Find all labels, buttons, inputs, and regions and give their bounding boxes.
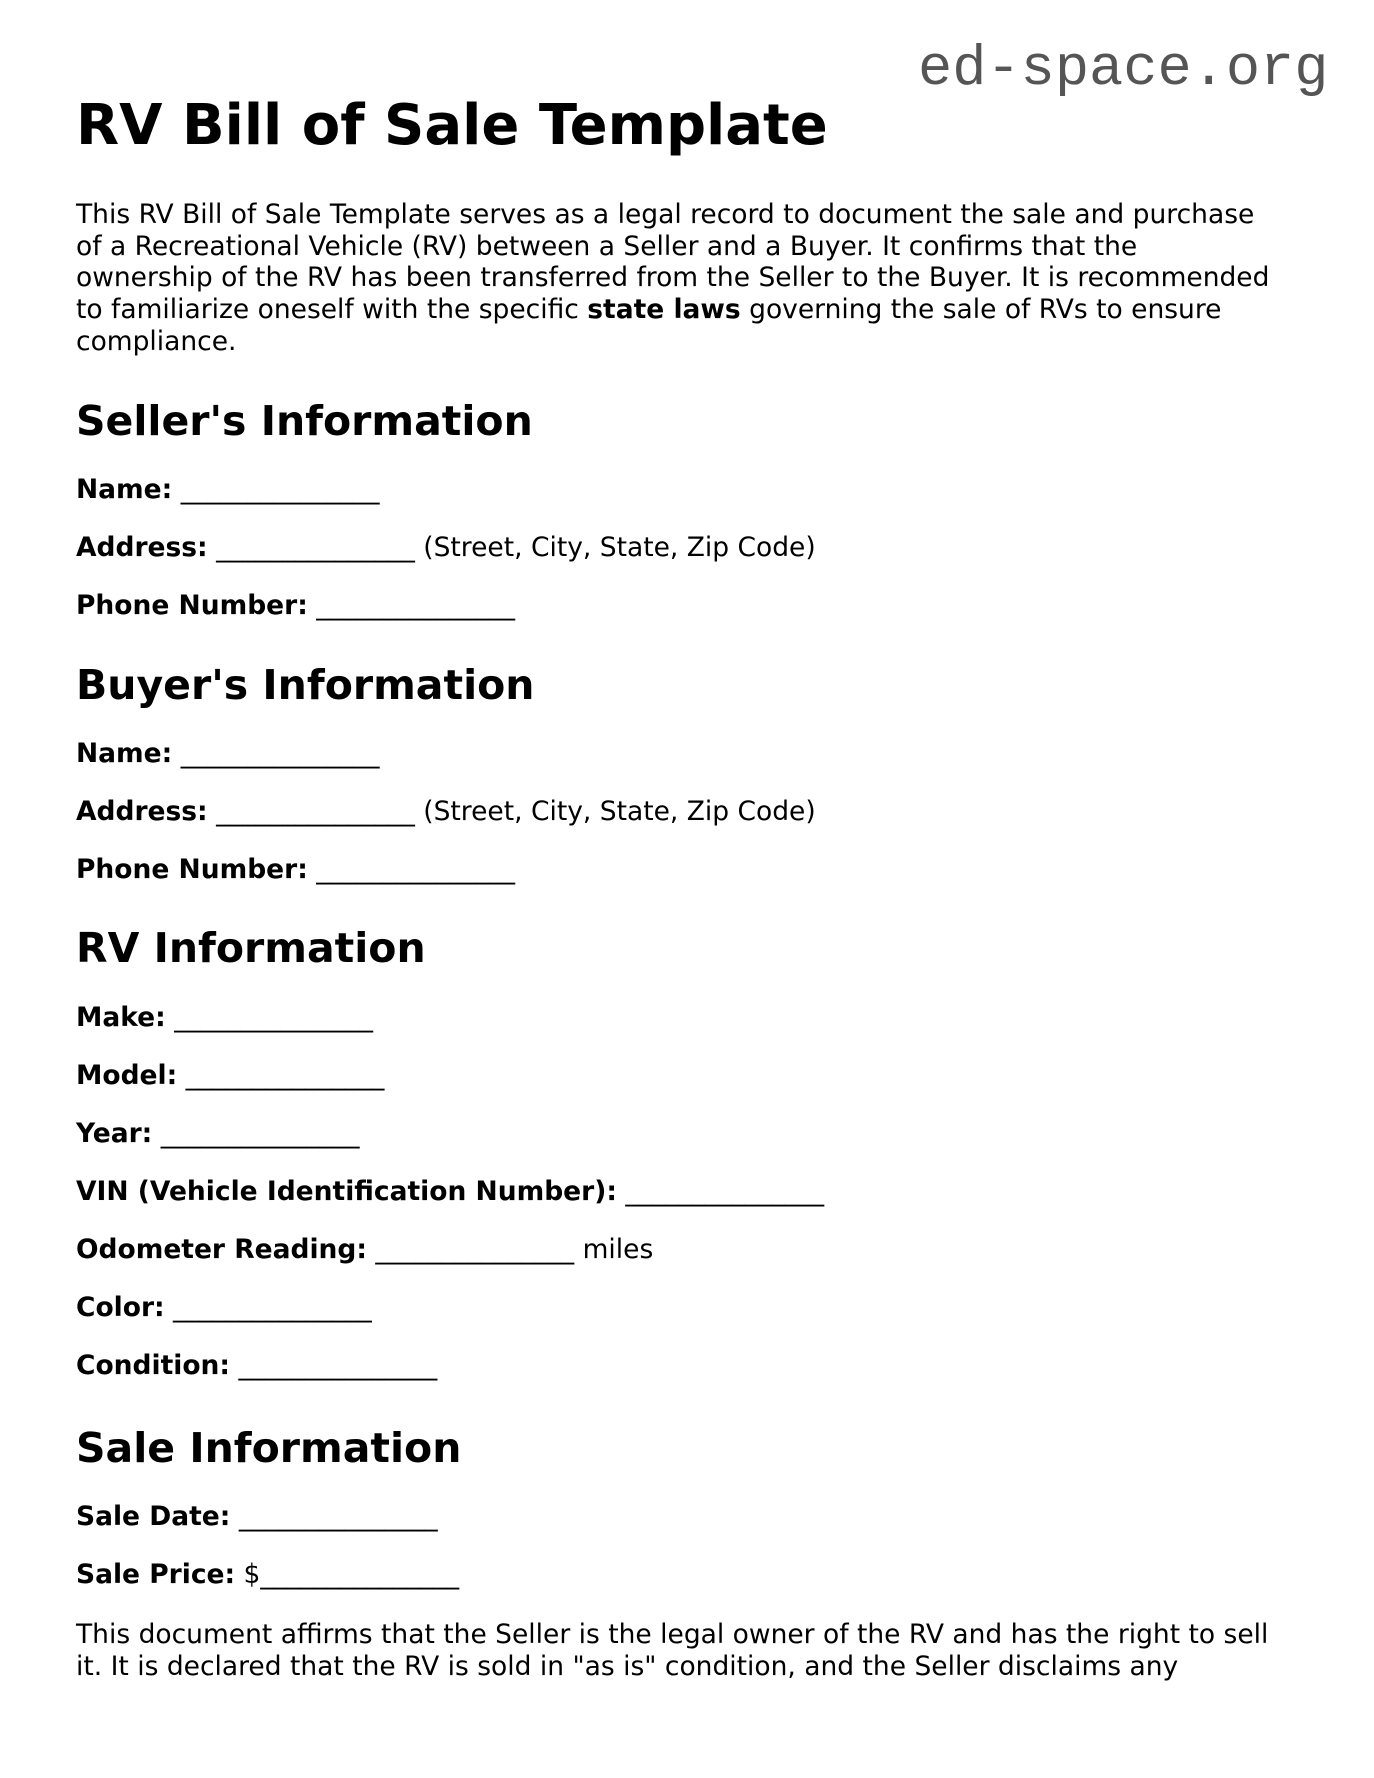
sale-price-label: Sale Price: <box>76 1559 236 1590</box>
buyer-address-blank[interactable]: _______________ <box>216 796 415 827</box>
rv-condition-blank[interactable]: _______________ <box>238 1350 438 1381</box>
seller-address-hint: (Street, City, State, Zip Code) <box>414 532 816 563</box>
closing-line: it. It is declared that the RV is sold in "as is" condition, and the Seller disclaims any <box>76 1650 1179 1682</box>
sale-date-blank[interactable]: _______________ <box>238 1501 438 1532</box>
buyer-name-field[interactable] <box>76 738 379 770</box>
sale-heading: Sale Information <box>76 1424 462 1472</box>
rv-color-blank[interactable]: _______________ <box>173 1292 372 1323</box>
rv-model-field[interactable] <box>76 1060 384 1092</box>
intro-line: compliance. <box>76 325 237 357</box>
rv-condition-label: Condition: <box>76 1350 230 1381</box>
seller-heading: Seller's Information <box>76 397 533 445</box>
sale-price-currency: $ <box>235 1559 261 1590</box>
seller-phone-blank[interactable]: _______________ <box>316 590 516 621</box>
buyer-phone-blank[interactable]: _______________ <box>316 854 516 885</box>
rv-vin-blank[interactable]: _______________ <box>625 1176 825 1207</box>
intro-line: ownership of the RV has been transferred from the Seller to the Buyer. It is recommended <box>76 262 1270 294</box>
rv-year-label: Year: <box>76 1118 153 1149</box>
rv-year-field[interactable] <box>76 1118 359 1150</box>
sale-date-field[interactable] <box>76 1501 438 1533</box>
rv-odometer-field[interactable] <box>76 1234 653 1266</box>
buyer-address-field[interactable] <box>76 796 816 828</box>
intro-line: of a Recreational Vehicle (RV) between a Seller and a Buyer. It confirms that the <box>76 230 1138 262</box>
rv-make-label: Make: <box>76 1002 166 1033</box>
rv-make-blank[interactable]: _______________ <box>174 1002 373 1033</box>
buyer-phone-label: Phone Number: <box>76 854 308 885</box>
rv-odometer-blank[interactable]: _______________ <box>375 1234 575 1265</box>
page-title: RV Bill of Sale Template <box>76 93 828 158</box>
seller-phone-label: Phone Number: <box>76 590 308 621</box>
rv-make-field[interactable] <box>76 1002 373 1034</box>
rv-vin-field[interactable] <box>76 1176 824 1208</box>
seller-phone-field[interactable] <box>76 590 515 622</box>
buyer-address-label: Address: <box>76 796 208 827</box>
sale-price-blank[interactable]: _______________ <box>260 1559 460 1590</box>
intro-line <box>76 294 1316 326</box>
seller-name-label: Name: <box>76 474 173 505</box>
buyer-phone-field[interactable] <box>76 854 515 886</box>
intro-line: This RV Bill of Sale Template serves as a legal record to document the sale and purchase <box>76 199 1255 230</box>
intro-paragraph <box>76 199 1316 358</box>
rv-condition-field[interactable] <box>76 1350 437 1382</box>
rv-heading: RV Information <box>76 924 426 972</box>
rv-year-blank[interactable]: _______________ <box>160 1118 360 1149</box>
rv-model-blank[interactable]: _______________ <box>185 1060 385 1091</box>
rv-vin-label: VIN (Vehicle Identification Number): <box>76 1176 617 1207</box>
intro-text: governing the sale of RVs to ensure <box>740 294 1222 326</box>
state-laws-emphasis: state laws <box>587 294 741 326</box>
sale-date-label: Sale Date: <box>76 1501 231 1532</box>
rv-odometer-label: Odometer Reading: <box>76 1234 367 1265</box>
rv-color-field[interactable] <box>76 1292 372 1324</box>
buyer-name-label: Name: <box>76 738 173 769</box>
buyer-heading: Buyer's Information <box>76 661 535 709</box>
site-watermark: ed-space.org <box>918 38 1329 102</box>
buyer-address-hint: (Street, City, State, Zip Code) <box>414 796 816 827</box>
seller-name-blank[interactable]: _______________ <box>180 474 380 505</box>
seller-address-label: Address: <box>76 532 208 563</box>
rv-odometer-unit: miles <box>574 1234 654 1265</box>
seller-address-blank[interactable]: _______________ <box>216 532 415 563</box>
closing-paragraph <box>76 1619 1316 1682</box>
intro-text: to familiarize oneself with the specific <box>76 294 588 326</box>
closing-line: This document affirms that the Seller is the legal owner of the RV and has the right to sell <box>76 1619 1269 1650</box>
buyer-name-blank[interactable]: _______________ <box>180 738 380 769</box>
rv-model-label: Model: <box>76 1060 178 1091</box>
sale-price-field[interactable] <box>76 1559 459 1591</box>
seller-address-field[interactable] <box>76 532 816 564</box>
seller-name-field[interactable] <box>76 474 379 506</box>
rv-color-label: Color: <box>76 1292 165 1323</box>
